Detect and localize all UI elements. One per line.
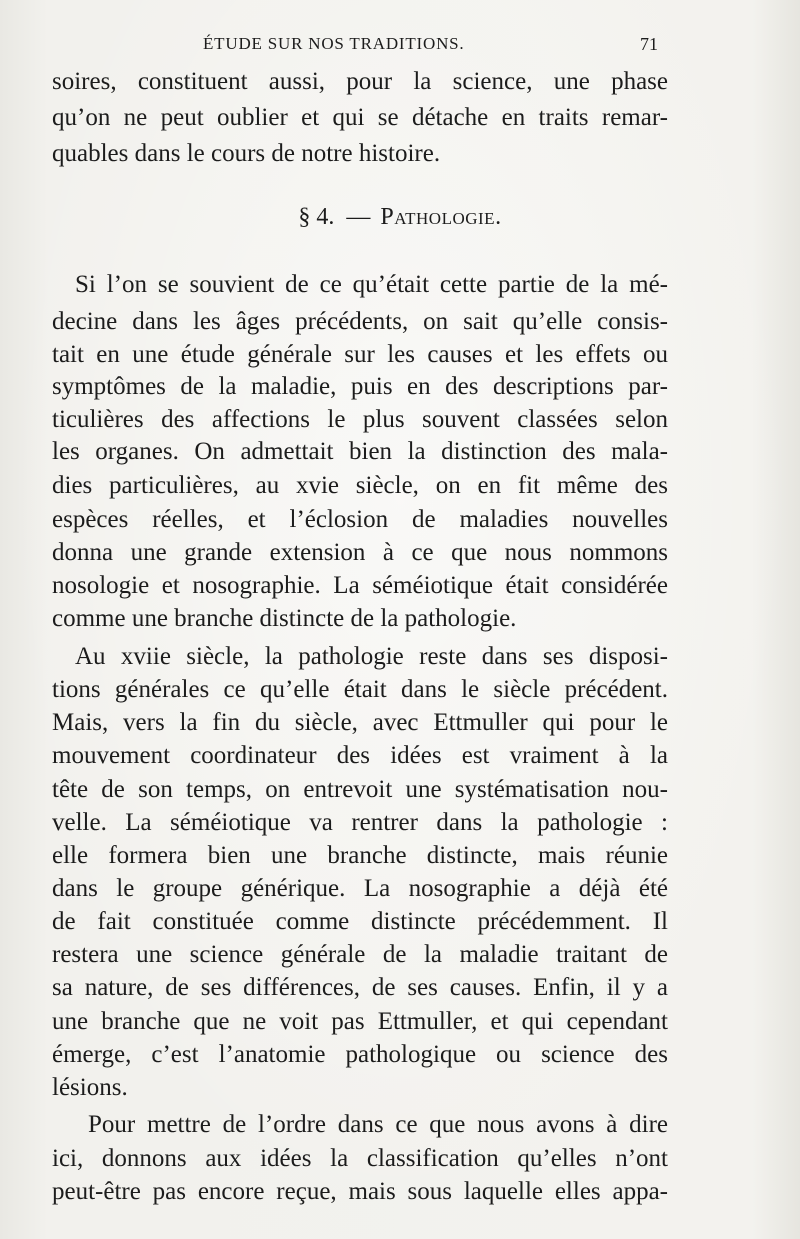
page-number: 71 [640,34,658,54]
section-symbol: § 4. [298,204,335,230]
running-title: ÉTUDE SUR NOS TRADITIONS. [203,34,465,53]
text-line: tête de son temps, on entrevoit une systématisation nou- [52,776,668,803]
text-line: symptômes de la maladie, puis en des descriptions par- [52,373,668,400]
text-line: sa nature, de ses différences, de ses causes. Enfin, il y a [52,974,668,1001]
text-line: comme une branche distincte de la pathologie. [52,605,517,632]
text-line: ticulières des affections le plus souvent classées selon [52,406,668,433]
text-line: tions générales ce qu’elle était dans le siècle précédent. [52,676,668,703]
section-dash: — [346,204,371,230]
text-line: dans le groupe générique. La nosographie a déjà été [52,875,668,902]
text-line: restera une science générale de la maladie traitant de [52,941,668,968]
text-line: une branche que ne voit pas Ettmuller, et qui cependant [52,1008,668,1035]
text-line: Pour mettre de l’ordre dans ce que nous avons à dire [88,1111,668,1138]
text-line: qu’on ne peut oublier et qui se détache en traits remar- [52,104,668,131]
text-line: Si l’on se souvient de ce qu’était cette partie de la mé- [75,271,668,298]
text-line: émerge, c’est l’anatomie pathologique ou science des [52,1041,668,1068]
running-head [0,34,800,58]
text-line: Au xviie siècle, la pathologie reste dans ses disposi- [75,643,668,670]
text-line: ici, donnons aux idées la classification qu’elles n’ont [52,1145,668,1172]
text-line: de fait constituée comme distincte précédemment. Il [52,908,668,935]
text-line: nosologie et nosographie. La séméiotique était considérée [52,572,668,599]
text-line: soires, constituent aussi, pour la science, une phase [52,68,668,95]
text-line: donna une grande extension à ce que nous nommons [52,539,668,566]
text-line: espèces réelles, et l’éclosion de maladies nouvelles [52,506,668,533]
text-line: tait en une étude générale sur les causes et les effets ou [52,341,668,368]
text-line: Mais, vers la fin du siècle, avec Ettmuller qui pour le [52,709,668,736]
text-line: elle formera bien une branche distincte, mais réunie [52,842,668,869]
text-line: peut-être pas encore reçue, mais sous laquelle elles appa- [52,1178,668,1205]
text-line: les organes. On admettait bien la distinction des mala- [52,438,668,465]
text-line: lésions. [52,1074,128,1101]
text-line: velle. La séméiotique va rentrer dans la pathologie : [52,809,668,836]
text-line: dies particulières, au xvie siècle, on en fit même des [52,472,668,499]
text-line: mouvement coordinateur des idées est vraiment à la [52,742,668,769]
section-heading [0,201,800,233]
text-line: decine dans les âges précédents, on sait qu’elle consis- [52,308,668,335]
text-line: quables dans le cours de notre histoire. [52,140,441,167]
section-title: Pathologie. [380,204,502,230]
